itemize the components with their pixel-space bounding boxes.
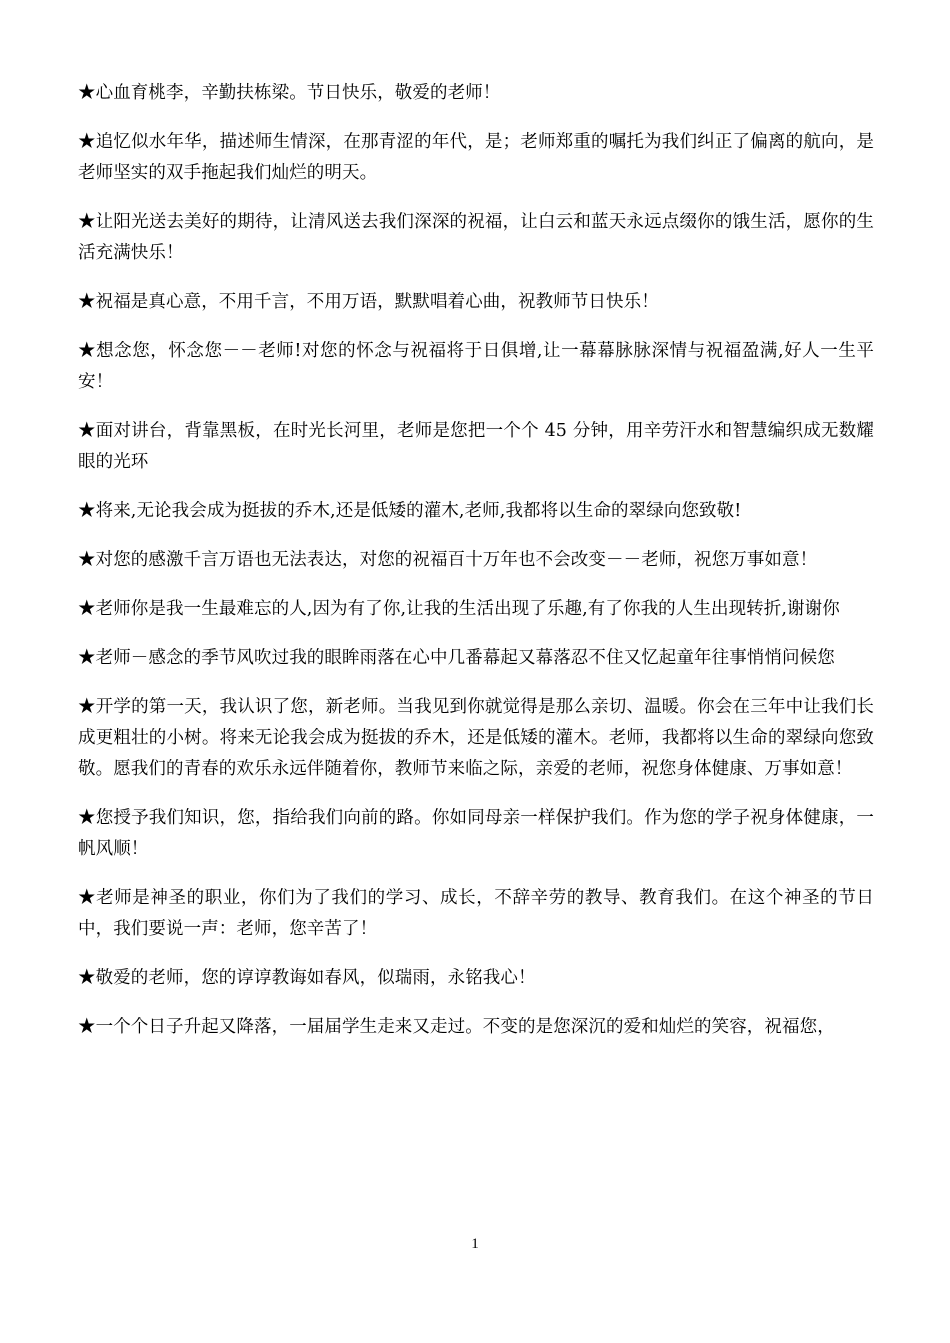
page-number: 1 — [471, 1236, 479, 1252]
paragraph-2: ★追忆似水年华，描述师生情深，在那青涩的年代，是；老师郑重的嘱托为我们纠正了偏离的航向，是老师坚实的双手拖起我们灿烂的明天。 — [78, 132, 874, 183]
paragraph-13: ★老师是神圣的职业，你们为了我们的学习、成长，不辞辛劳的教导、教育我们。在这个神圣的节日中，我们要说一声：老师，您辛苦了！ — [78, 888, 874, 939]
paragraph-4: ★祝福是真心意，不用千言，不用万语，默默唱着心曲，祝教师节日快乐！ — [78, 292, 659, 312]
document-body — [78, 78, 874, 1061]
paragraph-5: ★想念您，怀念您－－老师!对您的怀念与祝福将于日俱增,让一幕幕脉脉深情与祝福盈满,好人一生平安！ — [78, 341, 874, 392]
paragraph-14: ★敬爱的老师，您的谆谆教诲如春风，似瑞雨，永铭我心！ — [78, 968, 536, 988]
paragraph-12: ★您授予我们知识，您，指给我们向前的路。你如同母亲一样保护我们。作为您的学子祝身体健康，一帆风顺！ — [78, 808, 874, 859]
paragraph-11: ★开学的第一天，我认识了您，新老师。当我见到你就觉得是那么亲切、温暖。你会在三年中让我们长成更粗壮的小树。将来无论我会成为挺拔的乔木，还是低矮的灌木。老师，我都将以生命的翠绿向您致敬。愿我们的青春的欢乐永远伴随着你，教师节来临之际，亲爱的老师，祝您身体健康、万事如意！ — [78, 697, 874, 779]
paragraph-10: ★老师－感念的季节风吹过我的眼眸雨落在心中几番幕起又幕落忍不住又忆起童年往事悄悄问候您 — [78, 648, 835, 668]
paragraph-8: ★对您的感激千言万语也无法表达，对您的祝福百十万年也不会改变－－老师，祝您万事如意！ — [78, 550, 818, 570]
paragraph-1: ★心血育桃李，辛勤扶栋梁。节日快乐，敬爱的老师！ — [78, 83, 501, 103]
paragraph-15: ★一个个日子升起又降落，一届届学生走来又走过。不变的是您深沉的爱和灿烂的笑容，祝福您， — [78, 1017, 835, 1037]
paragraph-7: ★将来,无论我会成为挺拔的乔木,还是低矮的灌木,老师,我都将以生命的翠绿向您致敬! — [78, 501, 742, 521]
paragraph-3: ★让阳光送去美好的期待，让清风送去我们深深的祝福，让白云和蓝天永远点缀你的饿生活，愿你的生活充满快乐！ — [78, 212, 874, 263]
paragraph-9: ★老师你是我一生最难忘的人,因为有了你,让我的生活出现了乐趣,有了你我的人生出现转折,谢谢你 — [78, 599, 840, 619]
paragraph-6: ★面对讲台，背靠黑板，在时光长河里，老师是您把一个个 45 分钟，用辛劳汗水和智慧编织成无数耀眼的光环 — [78, 421, 874, 472]
